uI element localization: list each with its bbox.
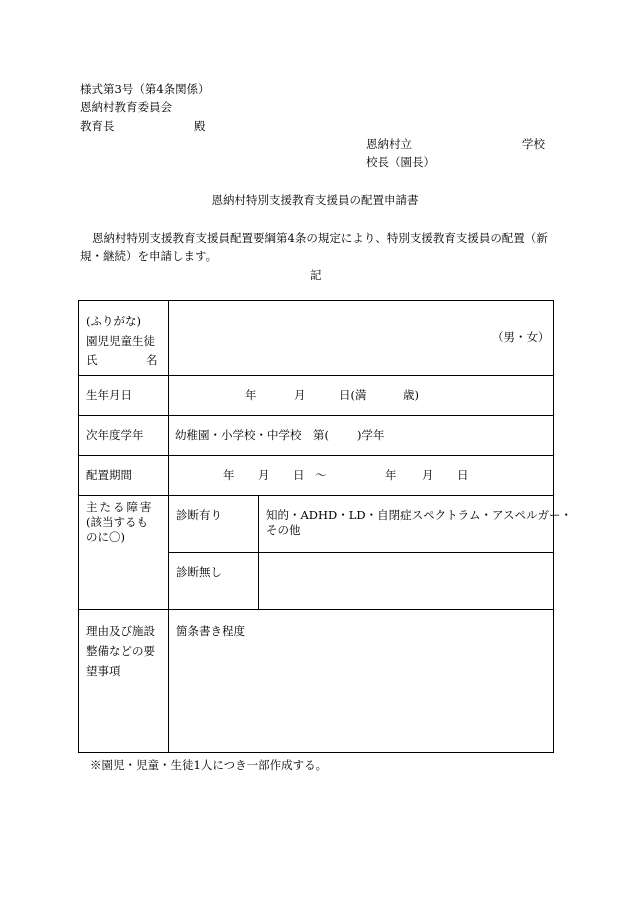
school-prefix: 恩納村立 — [366, 137, 412, 151]
name-label-shi: 氏 — [86, 353, 98, 367]
student-label: 園児児童生徒 — [86, 334, 155, 348]
period-end-day: 日 — [457, 468, 469, 482]
diagnosis-options-1: 知的・ADHD・LD・自閉症スペクトラム・アスペルガー・ — [266, 508, 573, 522]
reason-label-1: 理由及び施設 — [86, 624, 155, 638]
body-line-1: 恩納村特別支援教育支援員配置要綱第4条の規定により、特別支援教育支援員の配置（新 — [92, 231, 548, 245]
honorific: 殿 — [194, 119, 206, 133]
footnote: ※園児・児童・生徒1人につき一部作成する。 — [90, 758, 328, 772]
name-label-mei: 名 — [146, 353, 158, 367]
not-diagnosed-label-cell — [169, 553, 259, 610]
reason-hint: 箇条書き程度 — [176, 624, 245, 638]
diagnosed-label-cell — [169, 496, 259, 553]
birth-value-cell[interactable] — [169, 376, 554, 416]
disability-label-2: (該当するも — [86, 515, 148, 529]
period-tilde: ～ — [315, 468, 327, 482]
reason-label-2: 整備などの要 — [86, 644, 155, 658]
period-label: 配置期間 — [86, 468, 132, 482]
disability-label-3: のに〇) — [86, 530, 125, 544]
row-birth — [79, 376, 554, 416]
name-value-cell[interactable] — [169, 301, 554, 376]
period-value-cell[interactable] — [169, 456, 554, 496]
grade-school-choice: 幼稚園・小学校・中学校 第( — [175, 428, 329, 442]
grade-label: 次年度学年 — [86, 428, 144, 442]
birth-label-cell — [79, 376, 169, 416]
period-end-year: 年 — [385, 468, 397, 482]
diagnosed-value-cell[interactable] — [259, 496, 573, 553]
grade-label-cell — [79, 416, 169, 456]
not-diagnosed-label: 診断無し — [176, 565, 222, 579]
addressee-title: 教育長 — [80, 119, 115, 133]
birth-month-unit: 月 — [294, 388, 306, 402]
period-start-year: 年 — [223, 468, 235, 482]
period-start-day: 日 — [293, 468, 305, 482]
birth-day-unit: 日(満 — [339, 388, 367, 402]
diagnosed-label: 診断有り — [176, 508, 222, 522]
reason-label-cell — [79, 610, 169, 753]
period-end-month: 月 — [422, 468, 434, 482]
reason-label-3: 望事項 — [86, 664, 121, 678]
birth-year-unit: 年 — [245, 388, 257, 402]
row-disability-diagnosed — [79, 496, 554, 553]
period-start-month: 月 — [258, 468, 270, 482]
furigana-label: (ふりがな) — [86, 314, 141, 328]
grade-suffix: )学年 — [357, 428, 385, 442]
birth-label: 生年月日 — [86, 388, 132, 402]
grade-value-cell[interactable] — [169, 416, 554, 456]
principal-title: 校長（園長） — [366, 155, 435, 169]
row-period — [79, 456, 554, 496]
form-number: 様式第3号（第4条関係） — [80, 82, 210, 96]
name-label-cell — [79, 301, 169, 376]
diagnosis-options-2: その他 — [266, 523, 301, 537]
row-name — [79, 301, 554, 376]
addressee-org: 恩納村教育委員会 — [80, 100, 172, 114]
age-unit: 歳) — [403, 388, 419, 402]
application-table — [78, 300, 573, 753]
body-line-2: 規・継続）を申請します。 — [80, 249, 218, 263]
document-title: 恩納村特別支援教育支援員の配置申請書 — [211, 193, 419, 207]
gender-choice: （男・女） — [492, 330, 550, 344]
reason-value-cell[interactable] — [169, 610, 554, 753]
row-grade — [79, 416, 554, 456]
disability-label-1: 主たる障害 — [86, 500, 154, 514]
school-suffix: 学校 — [522, 137, 545, 151]
disability-label-cell — [79, 496, 169, 610]
period-label-cell — [79, 456, 169, 496]
ki-mark: 記 — [310, 268, 322, 282]
not-diagnosed-value-cell[interactable] — [259, 553, 554, 610]
row-reason — [79, 610, 554, 753]
